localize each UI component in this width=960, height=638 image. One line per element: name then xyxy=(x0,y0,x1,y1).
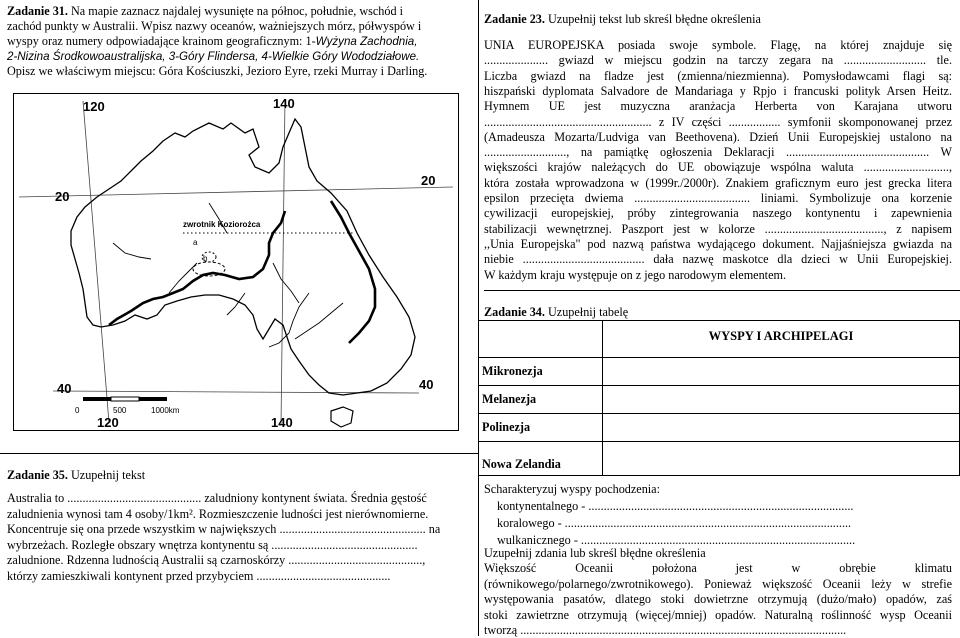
task-23-line: W każdym kraju występuje on z jego narodowym elementem. xyxy=(484,267,787,282)
task-35-number: Zadanie 35. xyxy=(7,468,68,482)
task-23-line: Liczba gwiazd na fladze jest (zmienna/niezmienna). Pomysłodawcami flagi są: xyxy=(484,68,952,83)
task-23-instruction: Uzupełnij tekst lub skreśl błędne określenia xyxy=(544,12,761,26)
task-23-line: niebie ........................................ dała nazwę maskotce dla dzieci w Unii Europejskiej. xyxy=(484,252,952,267)
oceania-line: stoki zawietrzne otrzymują (więcej/mniej) opadów. Naturalną roślinność wysp Oceanii xyxy=(484,607,952,622)
task-35-line: zaludnione. Rdzenna ludnością Australii są czarnoskórzy ............................................, xyxy=(7,553,426,568)
islands-table-corner xyxy=(478,321,603,358)
label-lon140-bottom: 140 xyxy=(271,415,293,430)
scale-500: 500 xyxy=(113,406,127,415)
oceania-line: Uzupełnij zdania lub skreśl błędne określenia xyxy=(484,546,706,560)
separator-left xyxy=(0,453,478,454)
task-23-line: epsilon przecięta dwiema ...................................... liniami. Symbolizuje ona korzenie xyxy=(484,191,952,205)
oceania-line: Większość Oceanii położona jest w obrębie klimatu xyxy=(484,561,952,576)
task-31-text-segment: Wyżyna Zachodnia, xyxy=(315,35,418,48)
answer-cell-melanezja[interactable] xyxy=(603,386,960,414)
vertical-divider xyxy=(478,0,479,636)
task-31-line xyxy=(7,4,467,19)
task-35-line: Koncentruje się ona przede wszystkim w największych ................................................ na xyxy=(7,522,441,537)
answer-cell-mikronezja[interactable] xyxy=(603,358,960,386)
task-31-text-segment: zachód punkty w Australii. Wpisz nazwy oceanów, ważniejszych mórz, półwyspów i xyxy=(7,19,422,33)
label-lon120-top: 120 xyxy=(83,99,105,114)
task-34-number: Zadanie 34. xyxy=(484,305,545,319)
task-35-line: którzy zamieszkiwali kontynent przed przybyciem ............................................ xyxy=(7,569,391,583)
task-23-line: stabilizacji wewnętrznej. Paszport jest w kolorze ......................................., z napisem xyxy=(484,221,952,236)
task-31-text-segment: Opisz we właściwym miejscu: Góra Kościuszki, Jezioro Eyre, rzeki Murray i Darling. xyxy=(7,64,428,78)
origin-volcanic: wulkanicznego - .......................................................................................... xyxy=(497,533,856,547)
task-35-line: wybrzeżach. Rozległe obszary wnętrza kontynentu są ................................................ xyxy=(7,537,418,552)
task-23-line: UNIA EUROPEJSKA posiada swoje symbole. Flagę, na której znajduje się xyxy=(484,38,952,52)
task-23-line: która została wprowadzona w (1999r./2000r). Znakiem graficznym euro jest grecka litera xyxy=(484,175,952,190)
answer-cell-polinezja[interactable] xyxy=(603,414,960,442)
oceania-line: tworzą ........................................................................................................... xyxy=(484,623,847,637)
task-31-text-segment: 2-Nizina Środkowoaustralijska, 3-Góry Flindersa, 4-Wielkie Góry Wododziałowe. xyxy=(7,50,420,63)
task-35-title xyxy=(7,468,145,483)
australia-map xyxy=(13,93,459,431)
answer-cell-nowa-zelandia[interactable] xyxy=(603,442,960,476)
task-23-line: ,,Unia Europejska" pod nazwą państwa wydającego dokument. Najjaśniejsza gwiazda na xyxy=(484,236,952,251)
label-lon140-top: 140 xyxy=(273,96,295,111)
origin-coral: koralowego - .............................................................................................. xyxy=(497,516,852,530)
oceania-line: (równikowego/polarnego/zwrotnikowego). Ponieważ większość Oceanii leży w strefie xyxy=(484,576,952,591)
task-31-text-segment: Na mapie zaznacz najdalej wysunięte na północ, południe, wschód i xyxy=(67,4,403,18)
task-35-line: zaludnienia wynosi tam 4 osoby/1km². Rozmieszczenie ludności jest nierównomierne. xyxy=(7,506,429,521)
task-35-line: Australia to ............................................ zaludniony kontynent świata. Średnia gęstość xyxy=(7,491,427,505)
task-23-line: (Amadeusza Mozarta/Ludvіga van Beethovena). Dzień Unii Europejskiej ustalono na xyxy=(484,129,952,144)
scale-1000: 1000km xyxy=(151,406,180,415)
row-label-melanezja: Melanezja xyxy=(478,386,603,414)
task-23-line: Hymnem UE jest muzyczna aranżacja Herberta von Karajana utworu xyxy=(484,99,952,114)
characterize-islands: Scharakteryzuj wyspy pochodzenia: xyxy=(484,482,660,496)
islands-table xyxy=(478,320,960,476)
label-lat40-left: 40 xyxy=(57,381,72,396)
task-23-number: Zadanie 23. xyxy=(484,12,545,26)
separator-right xyxy=(484,290,960,291)
tropic-label: zwrotnik Koziorożca xyxy=(183,220,261,229)
task-31-text xyxy=(7,0,467,90)
task-23-line: większości krajów należących do UE obowiązuje wspólna waluta ............................, xyxy=(484,160,952,175)
task-31-line xyxy=(7,34,467,49)
task-34-title xyxy=(484,305,628,320)
islands-table-header: WYSPY I ARCHIPELAGI xyxy=(603,321,960,358)
label-lat20-right: 20 xyxy=(421,173,436,188)
oceania-line: występowania pasatów, dlatego stoki dowietrzne otrzymują (dużo/mało) opadów, zaś xyxy=(484,592,952,607)
task-23-title xyxy=(484,12,761,27)
task-23-line: ..................... gwiazd w miejscu godzin na tarczy zegara na ........................... tle. xyxy=(484,53,952,68)
region-letter-a: a xyxy=(193,238,198,247)
task-34-instruction: Uzupełnij tabelę xyxy=(544,305,629,319)
scale-0: 0 xyxy=(75,406,80,415)
task-35-instruction: Uzupełnij tekst xyxy=(67,468,146,482)
region-letter-b: b xyxy=(203,254,208,263)
task-23-line: cywilizacji europejskiej, próby zintegrowania naszego kontynentu i zapewnienia xyxy=(484,206,952,221)
task-23-line: hiszpański dyplomata Salvadore de Mandariaga y Rpjo i francuski polityk Arsen Heitz. xyxy=(484,83,952,98)
label-lat40-right: 40 xyxy=(419,377,434,392)
label-lat20-left: 20 xyxy=(55,189,70,204)
task-23-line: ....................................................... z IV części ................. symfonii skomponowanej przez xyxy=(484,114,952,129)
task-31-line xyxy=(7,64,467,79)
row-label-polinezja: Polinezja xyxy=(478,414,603,442)
task-31-text-segment: wyspy oraz numery odpowiadające krainom geograficznym: 1- xyxy=(7,34,316,48)
task-31-line xyxy=(7,49,467,64)
task-31-line xyxy=(7,19,467,34)
task-31-text-segment: Zadanie 31. xyxy=(7,4,68,18)
label-lon120-bottom: 120 xyxy=(97,415,119,430)
row-label-mikronezja: Mikronezja xyxy=(478,358,603,386)
row-label-nowa-zelandia: Nowa Zelandia xyxy=(478,442,603,476)
origin-continental: kontynentalnego - ....................................................................................... xyxy=(497,499,854,513)
task-23-line: ..........................., na pamiątkę ogłoszenia Deklaracji ............................................... W xyxy=(484,145,952,160)
